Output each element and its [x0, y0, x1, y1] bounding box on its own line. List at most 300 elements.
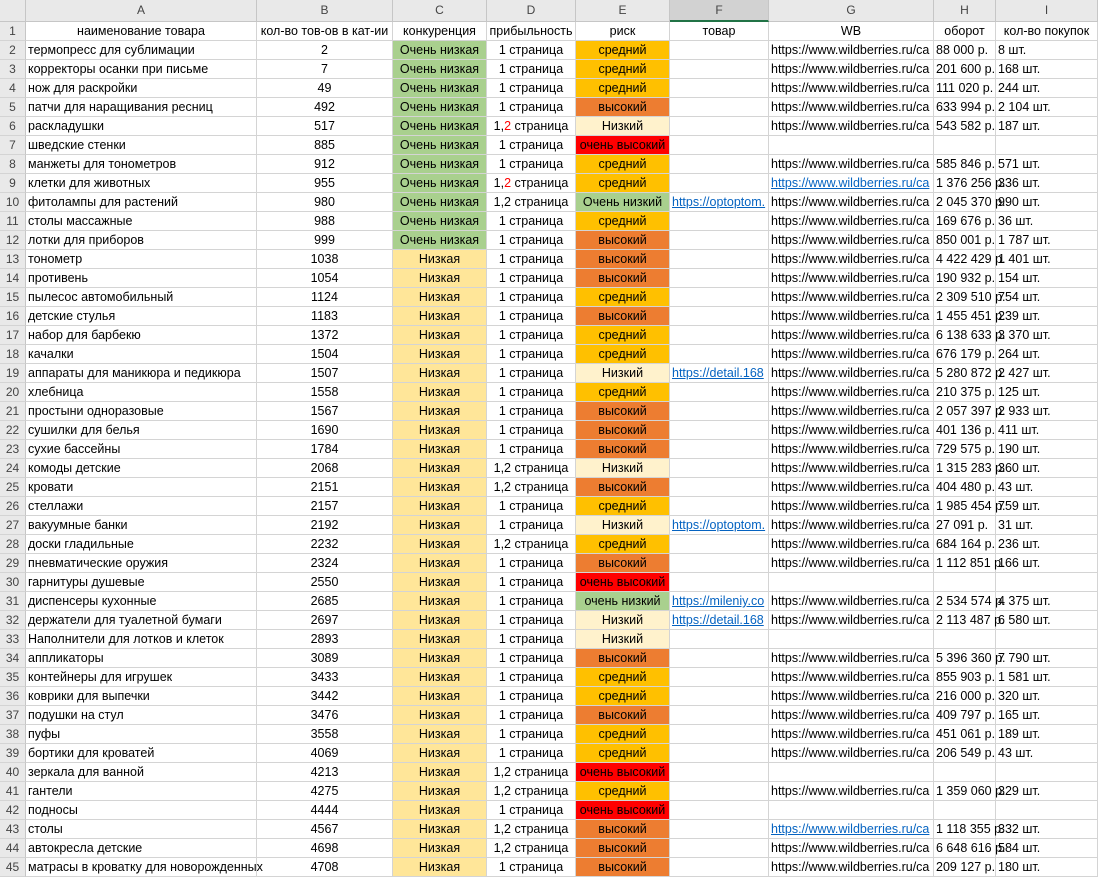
- cell-competition[interactable]: Очень низкая: [393, 98, 487, 117]
- row-number[interactable]: 34: [0, 649, 26, 668]
- row-number[interactable]: 28: [0, 535, 26, 554]
- cell-turnover[interactable]: [934, 573, 996, 592]
- cell-risk[interactable]: средний: [576, 668, 670, 687]
- cell-purchases[interactable]: 43 шт.: [996, 744, 1098, 763]
- cell-turnover[interactable]: 190 932 р.: [934, 269, 996, 288]
- row-number[interactable]: 3: [0, 60, 26, 79]
- cell-purchases[interactable]: 125 шт.: [996, 383, 1098, 402]
- cell-competition[interactable]: Низкая: [393, 269, 487, 288]
- cell-turnover[interactable]: 4 422 429 р.: [934, 250, 996, 269]
- cell-name[interactable]: тонометр: [26, 250, 257, 269]
- cell-purchases[interactable]: [996, 630, 1098, 649]
- cell-name[interactable]: стеллажи: [26, 497, 257, 516]
- cell-product-link[interactable]: [670, 459, 769, 478]
- cell-turnover[interactable]: 1 112 851 р.: [934, 554, 996, 573]
- cell-count[interactable]: 1038: [257, 250, 393, 269]
- cell-name[interactable]: Наполнители для лотков и клеток: [26, 630, 257, 649]
- cell-product-link[interactable]: [670, 326, 769, 345]
- cell-turnover[interactable]: 2 534 574 р.: [934, 592, 996, 611]
- cell-product-link[interactable]: [670, 421, 769, 440]
- row-number[interactable]: 22: [0, 421, 26, 440]
- cell-count[interactable]: 1054: [257, 269, 393, 288]
- cell-profit[interactable]: 1,2 страница: [487, 459, 576, 478]
- cell-count[interactable]: 3089: [257, 649, 393, 668]
- row-number[interactable]: 33: [0, 630, 26, 649]
- cell-name[interactable]: зеркала для ванной: [26, 763, 257, 782]
- cell-name[interactable]: набор для барбекю: [26, 326, 257, 345]
- cell-turnover[interactable]: 855 903 р.: [934, 668, 996, 687]
- cell-purchases[interactable]: [996, 801, 1098, 820]
- cell-count[interactable]: 1784: [257, 440, 393, 459]
- cell-risk[interactable]: средний: [576, 782, 670, 801]
- row-number[interactable]: 14: [0, 269, 26, 288]
- cell-turnover[interactable]: 206 549 р.: [934, 744, 996, 763]
- cell-wb-link[interactable]: https://www.wildberries.ru/ca: [769, 459, 934, 478]
- cell-product-link[interactable]: [670, 402, 769, 421]
- cell-name[interactable]: термопресс для сублимации: [26, 41, 257, 60]
- cell-name[interactable]: подносы: [26, 801, 257, 820]
- cell-wb-link[interactable]: https://www.wildberries.ru/ca: [769, 402, 934, 421]
- cell-risk[interactable]: высокий: [576, 820, 670, 839]
- cell-purchases[interactable]: 43 шт.: [996, 478, 1098, 497]
- cell-count[interactable]: 2324: [257, 554, 393, 573]
- cell-competition[interactable]: Низкая: [393, 345, 487, 364]
- cell-name[interactable]: пневматические оружия: [26, 554, 257, 573]
- cell-wb-link[interactable]: https://www.wildberries.ru/ca: [769, 649, 934, 668]
- cell-competition[interactable]: Низкая: [393, 858, 487, 877]
- cell-wb-link[interactable]: https://www.wildberries.ru/ca: [769, 554, 934, 573]
- row-number[interactable]: 21: [0, 402, 26, 421]
- cell-competition[interactable]: Низкая: [393, 402, 487, 421]
- cell-count[interactable]: 1690: [257, 421, 393, 440]
- row-number[interactable]: 23: [0, 440, 26, 459]
- column-header-c[interactable]: C: [393, 0, 487, 22]
- cell-profit[interactable]: 1 страница: [487, 345, 576, 364]
- cell-count[interactable]: 999: [257, 231, 393, 250]
- cell-purchases[interactable]: 411 шт.: [996, 421, 1098, 440]
- cell-competition[interactable]: Низкая: [393, 801, 487, 820]
- cell-profit[interactable]: 1 страница: [487, 98, 576, 117]
- cell-count[interactable]: 4275: [257, 782, 393, 801]
- cell-count[interactable]: 2151: [257, 478, 393, 497]
- cell-risk[interactable]: Очень низкий: [576, 193, 670, 212]
- cell-count[interactable]: 3442: [257, 687, 393, 706]
- cell-turnover[interactable]: 27 091 р.: [934, 516, 996, 535]
- cell-turnover[interactable]: 201 600 р.: [934, 60, 996, 79]
- row-number[interactable]: 39: [0, 744, 26, 763]
- row-number[interactable]: 9: [0, 174, 26, 193]
- cell-turnover[interactable]: 5 280 872 р.: [934, 364, 996, 383]
- header-count[interactable]: кол-во тов-ов в кат-ии: [257, 22, 393, 41]
- cell-count[interactable]: 955: [257, 174, 393, 193]
- cell-count[interactable]: 2192: [257, 516, 393, 535]
- cell-risk[interactable]: средний: [576, 744, 670, 763]
- cell-competition[interactable]: Очень низкая: [393, 231, 487, 250]
- cell-risk[interactable]: средний: [576, 687, 670, 706]
- column-header-g[interactable]: G: [769, 0, 934, 22]
- cell-product-link[interactable]: [670, 41, 769, 60]
- cell-wb-link[interactable]: https://www.wildberries.ru/ca: [769, 744, 934, 763]
- cell-name[interactable]: столы: [26, 820, 257, 839]
- cell-count[interactable]: 912: [257, 155, 393, 174]
- cell-count[interactable]: 988: [257, 212, 393, 231]
- cell-product-link[interactable]: https://detail.168: [670, 611, 769, 630]
- cell-turnover[interactable]: 676 179 р.: [934, 345, 996, 364]
- cell-count[interactable]: 1507: [257, 364, 393, 383]
- cell-turnover[interactable]: 543 582 р.: [934, 117, 996, 136]
- row-number[interactable]: 32: [0, 611, 26, 630]
- cell-product-link[interactable]: https://optoptom.: [670, 516, 769, 535]
- cell-profit[interactable]: 1,2 страница: [487, 174, 576, 193]
- cell-profit[interactable]: 1 страница: [487, 801, 576, 820]
- cell-purchases[interactable]: 189 шт.: [996, 725, 1098, 744]
- cell-turnover[interactable]: 409 797 р.: [934, 706, 996, 725]
- cell-profit[interactable]: 1 страница: [487, 554, 576, 573]
- cell-wb-link[interactable]: https://www.wildberries.ru/ca: [769, 231, 934, 250]
- cell-competition[interactable]: Низкая: [393, 478, 487, 497]
- cell-count[interactable]: 4567: [257, 820, 393, 839]
- cell-competition[interactable]: Низкая: [393, 573, 487, 592]
- cell-turnover[interactable]: 5 396 360 р.: [934, 649, 996, 668]
- cell-product-link[interactable]: [670, 554, 769, 573]
- cell-product-link[interactable]: [670, 497, 769, 516]
- cell-name[interactable]: нож для раскройки: [26, 79, 257, 98]
- cell-risk[interactable]: Низкий: [576, 364, 670, 383]
- cell-purchases[interactable]: 1 401 шт.: [996, 250, 1098, 269]
- cell-count[interactable]: 2893: [257, 630, 393, 649]
- cell-turnover[interactable]: 210 375 р.: [934, 383, 996, 402]
- cell-competition[interactable]: Низкая: [393, 839, 487, 858]
- cell-profit[interactable]: 1 страница: [487, 79, 576, 98]
- cell-name[interactable]: аппликаторы: [26, 649, 257, 668]
- cell-wb-link[interactable]: https://www.wildberries.ru/ca: [769, 212, 934, 231]
- cell-turnover[interactable]: 729 575 р.: [934, 440, 996, 459]
- cell-profit[interactable]: 1 страница: [487, 250, 576, 269]
- cell-purchases[interactable]: 180 шт.: [996, 858, 1098, 877]
- cell-product-link[interactable]: [670, 307, 769, 326]
- cell-count[interactable]: 4213: [257, 763, 393, 782]
- row-number[interactable]: 5: [0, 98, 26, 117]
- cell-risk[interactable]: Низкий: [576, 459, 670, 478]
- cell-risk[interactable]: средний: [576, 326, 670, 345]
- row-number[interactable]: 43: [0, 820, 26, 839]
- cell-purchases[interactable]: 360 шт.: [996, 459, 1098, 478]
- cell-purchases[interactable]: 320 шт.: [996, 687, 1098, 706]
- cell-count[interactable]: 1558: [257, 383, 393, 402]
- cell-wb-link[interactable]: https://www.wildberries.ru/ca: [769, 98, 934, 117]
- cell-turnover[interactable]: 451 061 р.: [934, 725, 996, 744]
- cell-product-link[interactable]: [670, 706, 769, 725]
- cell-name[interactable]: раскладушки: [26, 117, 257, 136]
- cell-risk[interactable]: высокий: [576, 478, 670, 497]
- cell-competition[interactable]: Очень низкая: [393, 155, 487, 174]
- cell-name[interactable]: детские стулья: [26, 307, 257, 326]
- cell-count[interactable]: 7: [257, 60, 393, 79]
- cell-name[interactable]: фитолампы для растений: [26, 193, 257, 212]
- cell-name[interactable]: автокресла детские: [26, 839, 257, 858]
- cell-purchases[interactable]: [996, 136, 1098, 155]
- cell-name[interactable]: корректоры осанки при письме: [26, 60, 257, 79]
- cell-competition[interactable]: Низкая: [393, 649, 487, 668]
- cell-competition[interactable]: Очень низкая: [393, 117, 487, 136]
- cell-name[interactable]: хлебница: [26, 383, 257, 402]
- cell-name[interactable]: сухие бассейны: [26, 440, 257, 459]
- row-number[interactable]: 26: [0, 497, 26, 516]
- cell-competition[interactable]: Низкая: [393, 763, 487, 782]
- cell-profit[interactable]: 1 страница: [487, 573, 576, 592]
- cell-wb-link[interactable]: [769, 763, 934, 782]
- cell-wb-link[interactable]: https://www.wildberries.ru/ca: [769, 858, 934, 877]
- cell-competition[interactable]: Очень низкая: [393, 193, 487, 212]
- cell-wb-link[interactable]: https://www.wildberries.ru/ca: [769, 174, 934, 193]
- cell-product-link[interactable]: [670, 649, 769, 668]
- cell-count[interactable]: 2232: [257, 535, 393, 554]
- cell-wb-link[interactable]: https://www.wildberries.ru/ca: [769, 155, 934, 174]
- cell-wb-link[interactable]: https://www.wildberries.ru/ca: [769, 706, 934, 725]
- cell-purchases[interactable]: 239 шт.: [996, 307, 1098, 326]
- cell-count[interactable]: 517: [257, 117, 393, 136]
- cell-purchases[interactable]: [996, 763, 1098, 782]
- row-number[interactable]: 37: [0, 706, 26, 725]
- cell-wb-link[interactable]: https://www.wildberries.ru/ca: [769, 497, 934, 516]
- cell-product-link[interactable]: https://optoptom.: [670, 193, 769, 212]
- row-number[interactable]: 8: [0, 155, 26, 174]
- cell-product-link[interactable]: [670, 725, 769, 744]
- cell-turnover[interactable]: [934, 630, 996, 649]
- cell-product-link[interactable]: [670, 687, 769, 706]
- cell-wb-link[interactable]: https://www.wildberries.ru/ca: [769, 364, 934, 383]
- cell-profit[interactable]: 1 страница: [487, 269, 576, 288]
- cell-profit[interactable]: 1 страница: [487, 383, 576, 402]
- cell-wb-link[interactable]: https://www.wildberries.ru/ca: [769, 326, 934, 345]
- cell-product-link[interactable]: [670, 440, 769, 459]
- cell-turnover[interactable]: [934, 801, 996, 820]
- column-header-f[interactable]: F: [670, 0, 769, 22]
- row-number[interactable]: 17: [0, 326, 26, 345]
- cell-purchases[interactable]: 154 шт.: [996, 269, 1098, 288]
- cell-product-link[interactable]: [670, 839, 769, 858]
- cell-profit[interactable]: 1 страница: [487, 307, 576, 326]
- row-number[interactable]: 41: [0, 782, 26, 801]
- cell-count[interactable]: 885: [257, 136, 393, 155]
- cell-purchases[interactable]: 6 580 шт.: [996, 611, 1098, 630]
- cell-profit[interactable]: 1 страница: [487, 41, 576, 60]
- cell-purchases[interactable]: [996, 573, 1098, 592]
- cell-product-link[interactable]: [670, 60, 769, 79]
- cell-name[interactable]: столы массажные: [26, 212, 257, 231]
- row-number[interactable]: 11: [0, 212, 26, 231]
- cell-count[interactable]: 2550: [257, 573, 393, 592]
- column-header-i[interactable]: I: [996, 0, 1098, 22]
- cell-risk[interactable]: очень высокий: [576, 763, 670, 782]
- header-wb[interactable]: WB: [769, 22, 934, 41]
- cell-count[interactable]: 4708: [257, 858, 393, 877]
- cell-turnover[interactable]: 111 020 р.: [934, 79, 996, 98]
- cell-product-link[interactable]: [670, 573, 769, 592]
- cell-product-link[interactable]: [670, 174, 769, 193]
- cell-profit[interactable]: 1 страница: [487, 744, 576, 763]
- cell-risk[interactable]: высокий: [576, 706, 670, 725]
- header-risk[interactable]: риск: [576, 22, 670, 41]
- cell-purchases[interactable]: 36 шт.: [996, 212, 1098, 231]
- row-number[interactable]: 2: [0, 41, 26, 60]
- cell-product-link[interactable]: [670, 383, 769, 402]
- cell-competition[interactable]: Низкая: [393, 307, 487, 326]
- cell-competition[interactable]: Очень низкая: [393, 41, 487, 60]
- row-number[interactable]: 31: [0, 592, 26, 611]
- cell-purchases[interactable]: 990 шт.: [996, 193, 1098, 212]
- cell-profit[interactable]: 1,2 страница: [487, 535, 576, 554]
- cell-purchases[interactable]: 244 шт.: [996, 79, 1098, 98]
- cell-name[interactable]: сушилки для белья: [26, 421, 257, 440]
- cell-turnover[interactable]: 633 994 р.: [934, 98, 996, 117]
- cell-risk[interactable]: высокий: [576, 269, 670, 288]
- cell-turnover[interactable]: 1 359 060 р.: [934, 782, 996, 801]
- cell-turnover[interactable]: 850 001 р.: [934, 231, 996, 250]
- cell-profit[interactable]: 1 страница: [487, 611, 576, 630]
- cell-risk[interactable]: высокий: [576, 440, 670, 459]
- cell-product-link[interactable]: [670, 79, 769, 98]
- cell-count[interactable]: 3433: [257, 668, 393, 687]
- cell-count[interactable]: 2: [257, 41, 393, 60]
- cell-wb-link[interactable]: https://www.wildberries.ru/ca: [769, 592, 934, 611]
- cell-competition[interactable]: Низкая: [393, 440, 487, 459]
- cell-wb-link[interactable]: https://www.wildberries.ru/ca: [769, 41, 934, 60]
- cell-purchases[interactable]: 332 шт.: [996, 820, 1098, 839]
- cell-wb-link[interactable]: https://www.wildberries.ru/ca: [769, 478, 934, 497]
- cell-wb-link[interactable]: [769, 630, 934, 649]
- cell-risk[interactable]: высокий: [576, 649, 670, 668]
- select-all-corner[interactable]: [0, 0, 26, 22]
- row-number[interactable]: 36: [0, 687, 26, 706]
- cell-profit[interactable]: 1,2 страница: [487, 763, 576, 782]
- cell-competition[interactable]: Очень низкая: [393, 79, 487, 98]
- cell-product-link[interactable]: [670, 763, 769, 782]
- row-number[interactable]: 42: [0, 801, 26, 820]
- cell-purchases[interactable]: 1 581 шт.: [996, 668, 1098, 687]
- cell-purchases[interactable]: 336 шт.: [996, 174, 1098, 193]
- cell-profit[interactable]: 1 страница: [487, 725, 576, 744]
- cell-profit[interactable]: 1,2 страница: [487, 839, 576, 858]
- cell-turnover[interactable]: 209 127 р.: [934, 858, 996, 877]
- cell-competition[interactable]: Очень низкая: [393, 60, 487, 79]
- cell-profit[interactable]: 1 страница: [487, 592, 576, 611]
- cell-competition[interactable]: Низкая: [393, 459, 487, 478]
- cell-profit[interactable]: 1 страница: [487, 364, 576, 383]
- cell-competition[interactable]: Низкая: [393, 725, 487, 744]
- cell-wb-link[interactable]: https://www.wildberries.ru/ca: [769, 687, 934, 706]
- cell-risk[interactable]: средний: [576, 79, 670, 98]
- cell-purchases[interactable]: 31 шт.: [996, 516, 1098, 535]
- cell-turnover[interactable]: 1 118 355 р.: [934, 820, 996, 839]
- cell-competition[interactable]: Низкая: [393, 516, 487, 535]
- cell-competition[interactable]: Низкая: [393, 421, 487, 440]
- cell-profit[interactable]: 1 страница: [487, 440, 576, 459]
- row-number[interactable]: 30: [0, 573, 26, 592]
- cell-product-link[interactable]: [670, 820, 769, 839]
- cell-risk[interactable]: средний: [576, 60, 670, 79]
- cell-purchases[interactable]: 759 шт.: [996, 497, 1098, 516]
- cell-turnover[interactable]: 401 136 р.: [934, 421, 996, 440]
- cell-profit[interactable]: 1 страница: [487, 288, 576, 307]
- cell-product-link[interactable]: [670, 668, 769, 687]
- cell-purchases[interactable]: 3 370 шт.: [996, 326, 1098, 345]
- cell-risk[interactable]: Низкий: [576, 516, 670, 535]
- cell-risk[interactable]: средний: [576, 155, 670, 174]
- cell-name[interactable]: простыни одноразовые: [26, 402, 257, 421]
- cell-risk[interactable]: высокий: [576, 839, 670, 858]
- cell-profit[interactable]: 1 страница: [487, 421, 576, 440]
- cell-turnover[interactable]: 2 113 487 р.: [934, 611, 996, 630]
- cell-risk[interactable]: средний: [576, 345, 670, 364]
- cell-profit[interactable]: 1,2 страница: [487, 193, 576, 212]
- cell-purchases[interactable]: 190 шт.: [996, 440, 1098, 459]
- cell-product-link[interactable]: [670, 269, 769, 288]
- cell-competition[interactable]: Низкая: [393, 326, 487, 345]
- cell-profit[interactable]: 1,2 страница: [487, 478, 576, 497]
- cell-turnover[interactable]: 169 676 р.: [934, 212, 996, 231]
- cell-risk[interactable]: очень высокий: [576, 136, 670, 155]
- row-number[interactable]: 18: [0, 345, 26, 364]
- cell-product-link[interactable]: [670, 630, 769, 649]
- cell-competition[interactable]: Низкая: [393, 820, 487, 839]
- cell-competition[interactable]: Низкая: [393, 554, 487, 573]
- row-number[interactable]: 35: [0, 668, 26, 687]
- cell-wb-link[interactable]: https://www.wildberries.ru/ca: [769, 611, 934, 630]
- cell-profit[interactable]: 1 страница: [487, 402, 576, 421]
- cell-turnover[interactable]: 404 480 р.: [934, 478, 996, 497]
- cell-product-link[interactable]: [670, 212, 769, 231]
- cell-wb-link[interactable]: https://www.wildberries.ru/ca: [769, 820, 934, 839]
- cell-turnover[interactable]: 1 376 256 р.: [934, 174, 996, 193]
- row-number[interactable]: 24: [0, 459, 26, 478]
- cell-wb-link[interactable]: https://www.wildberries.ru/ca: [769, 782, 934, 801]
- cell-risk[interactable]: высокий: [576, 421, 670, 440]
- column-header-d[interactable]: D: [487, 0, 576, 22]
- cell-wb-link[interactable]: https://www.wildberries.ru/ca: [769, 421, 934, 440]
- cell-product-link[interactable]: [670, 98, 769, 117]
- cell-purchases[interactable]: 168 шт.: [996, 60, 1098, 79]
- cell-competition[interactable]: Низкая: [393, 668, 487, 687]
- cell-wb-link[interactable]: https://www.wildberries.ru/ca: [769, 288, 934, 307]
- cell-purchases[interactable]: 236 шт.: [996, 535, 1098, 554]
- cell-risk[interactable]: средний: [576, 288, 670, 307]
- cell-purchases[interactable]: 264 шт.: [996, 345, 1098, 364]
- row-number[interactable]: 45: [0, 858, 26, 877]
- cell-competition[interactable]: Низкая: [393, 630, 487, 649]
- cell-product-link[interactable]: [670, 345, 769, 364]
- cell-competition[interactable]: Низкая: [393, 687, 487, 706]
- cell-count[interactable]: 1567: [257, 402, 393, 421]
- cell-risk[interactable]: средний: [576, 725, 670, 744]
- cell-competition[interactable]: Очень низкая: [393, 174, 487, 193]
- cell-turnover[interactable]: [934, 763, 996, 782]
- row-number[interactable]: 10: [0, 193, 26, 212]
- cell-competition[interactable]: Низкая: [393, 250, 487, 269]
- cell-risk[interactable]: средний: [576, 535, 670, 554]
- row-number[interactable]: 4: [0, 79, 26, 98]
- cell-profit[interactable]: 1 страница: [487, 706, 576, 725]
- cell-risk[interactable]: средний: [576, 212, 670, 231]
- row-number[interactable]: 19: [0, 364, 26, 383]
- cell-risk[interactable]: высокий: [576, 231, 670, 250]
- row-number[interactable]: 7: [0, 136, 26, 155]
- cell-competition[interactable]: Низкая: [393, 611, 487, 630]
- row-number[interactable]: 38: [0, 725, 26, 744]
- cell-count[interactable]: 2157: [257, 497, 393, 516]
- cell-competition[interactable]: Низкая: [393, 364, 487, 383]
- cell-profit[interactable]: 1 страница: [487, 649, 576, 668]
